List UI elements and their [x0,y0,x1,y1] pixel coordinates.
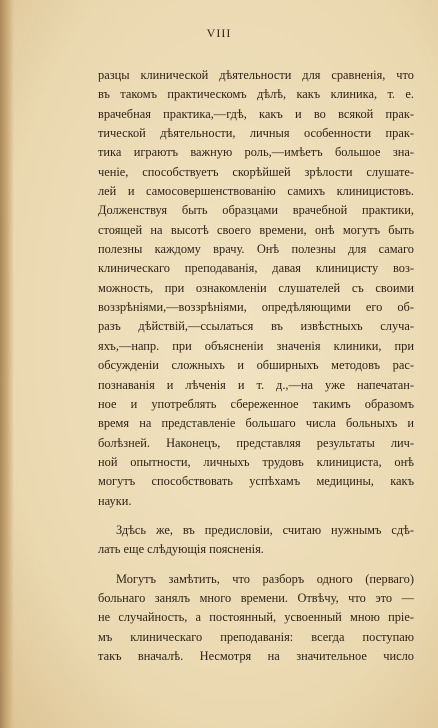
page-number: VIII [206,26,232,40]
text-line: яхъ,—напр. при объясненіи значенія клиники, при [98,338,414,353]
text-line: врачебная практика,—гдѣ, какъ и во всякой прак- [98,106,414,121]
text-line: воззрѣніями,—воззрѣніями, опредѣляющими его об- [98,300,414,315]
text-line: не случайность, а постоянный, усвоенный мною пріе- [98,610,414,625]
text-line: лей и самосовершенствованію самихъ клиницистовъ. [98,184,414,199]
text-line: клиническаго преподаванія, давая клиницисту воз- [98,261,414,276]
text-line: Долженствуя быть образцами врачебной практики, [98,203,414,218]
text-line: разъ дѣйствій,—ссылаться въ извѣстныхъ случа- [98,319,414,334]
book-spine-shadow [0,0,14,728]
text-line: тика играютъ важную роль,—имѣетъ большое зна- [98,145,414,160]
text-line: науки. [98,493,132,508]
text-line: такъ вначалѣ. Несмотря на значительное число [98,648,414,663]
text-line: познаванія и лѣченія и т. д.,—на уже напечатан- [98,377,414,392]
text-line: Могутъ замѣтить, что разборъ одного (перваго) [116,571,414,586]
text-line: болѣзней. Наконецъ, представляя результаты лич- [98,435,414,450]
text-line: можность, при ознакомленіи слушателей съ своими [98,280,414,295]
text-line: больнаго занялъ много времени. Отвѣчу, что это — [98,590,414,605]
text-line: время на представленіе большаго числа больныхъ и [98,416,414,431]
text-line: ное и употреблять сбереженное такимъ образомъ [98,396,414,411]
text-line: ченіе, способствуетъ скорѣйшей зрѣлости слушате- [98,164,414,179]
text-line: полезны каждому врачу. Онѣ полезны для самаго [98,242,414,257]
text-line: тической дѣятельности, личныя особенности прак- [98,126,414,141]
paragraph-1 [98,66,414,511]
text-line: обсужденіи сложныхъ и обширныхъ методовъ рас- [98,358,414,373]
text-line: могутъ способствовать успѣхамъ медицины, какъ [98,474,414,489]
body-text [98,66,414,666]
text-line: мъ клиническаго преподаванія: всегда поступаю [98,629,414,644]
paragraph-3 [98,570,414,667]
text-line: Здѣсь же, въ предисловіи, считаю нужнымъ сдѣ- [116,522,414,537]
text-line: въ такомъ практическомъ дѣлѣ, какъ клиника, т. е. [98,87,414,102]
text-line: ной опытности, личныхъ трудовъ клинициста, онѣ [98,454,414,469]
paragraph-2 [98,521,414,560]
text-line: стоящей на высотѣ своего времени, онѣ могутъ быть [98,222,414,237]
text-line: разцы клинической дѣятельности для сравненія, что [98,68,414,82]
text-line: лать еще слѣдующія поясненія. [98,542,264,557]
